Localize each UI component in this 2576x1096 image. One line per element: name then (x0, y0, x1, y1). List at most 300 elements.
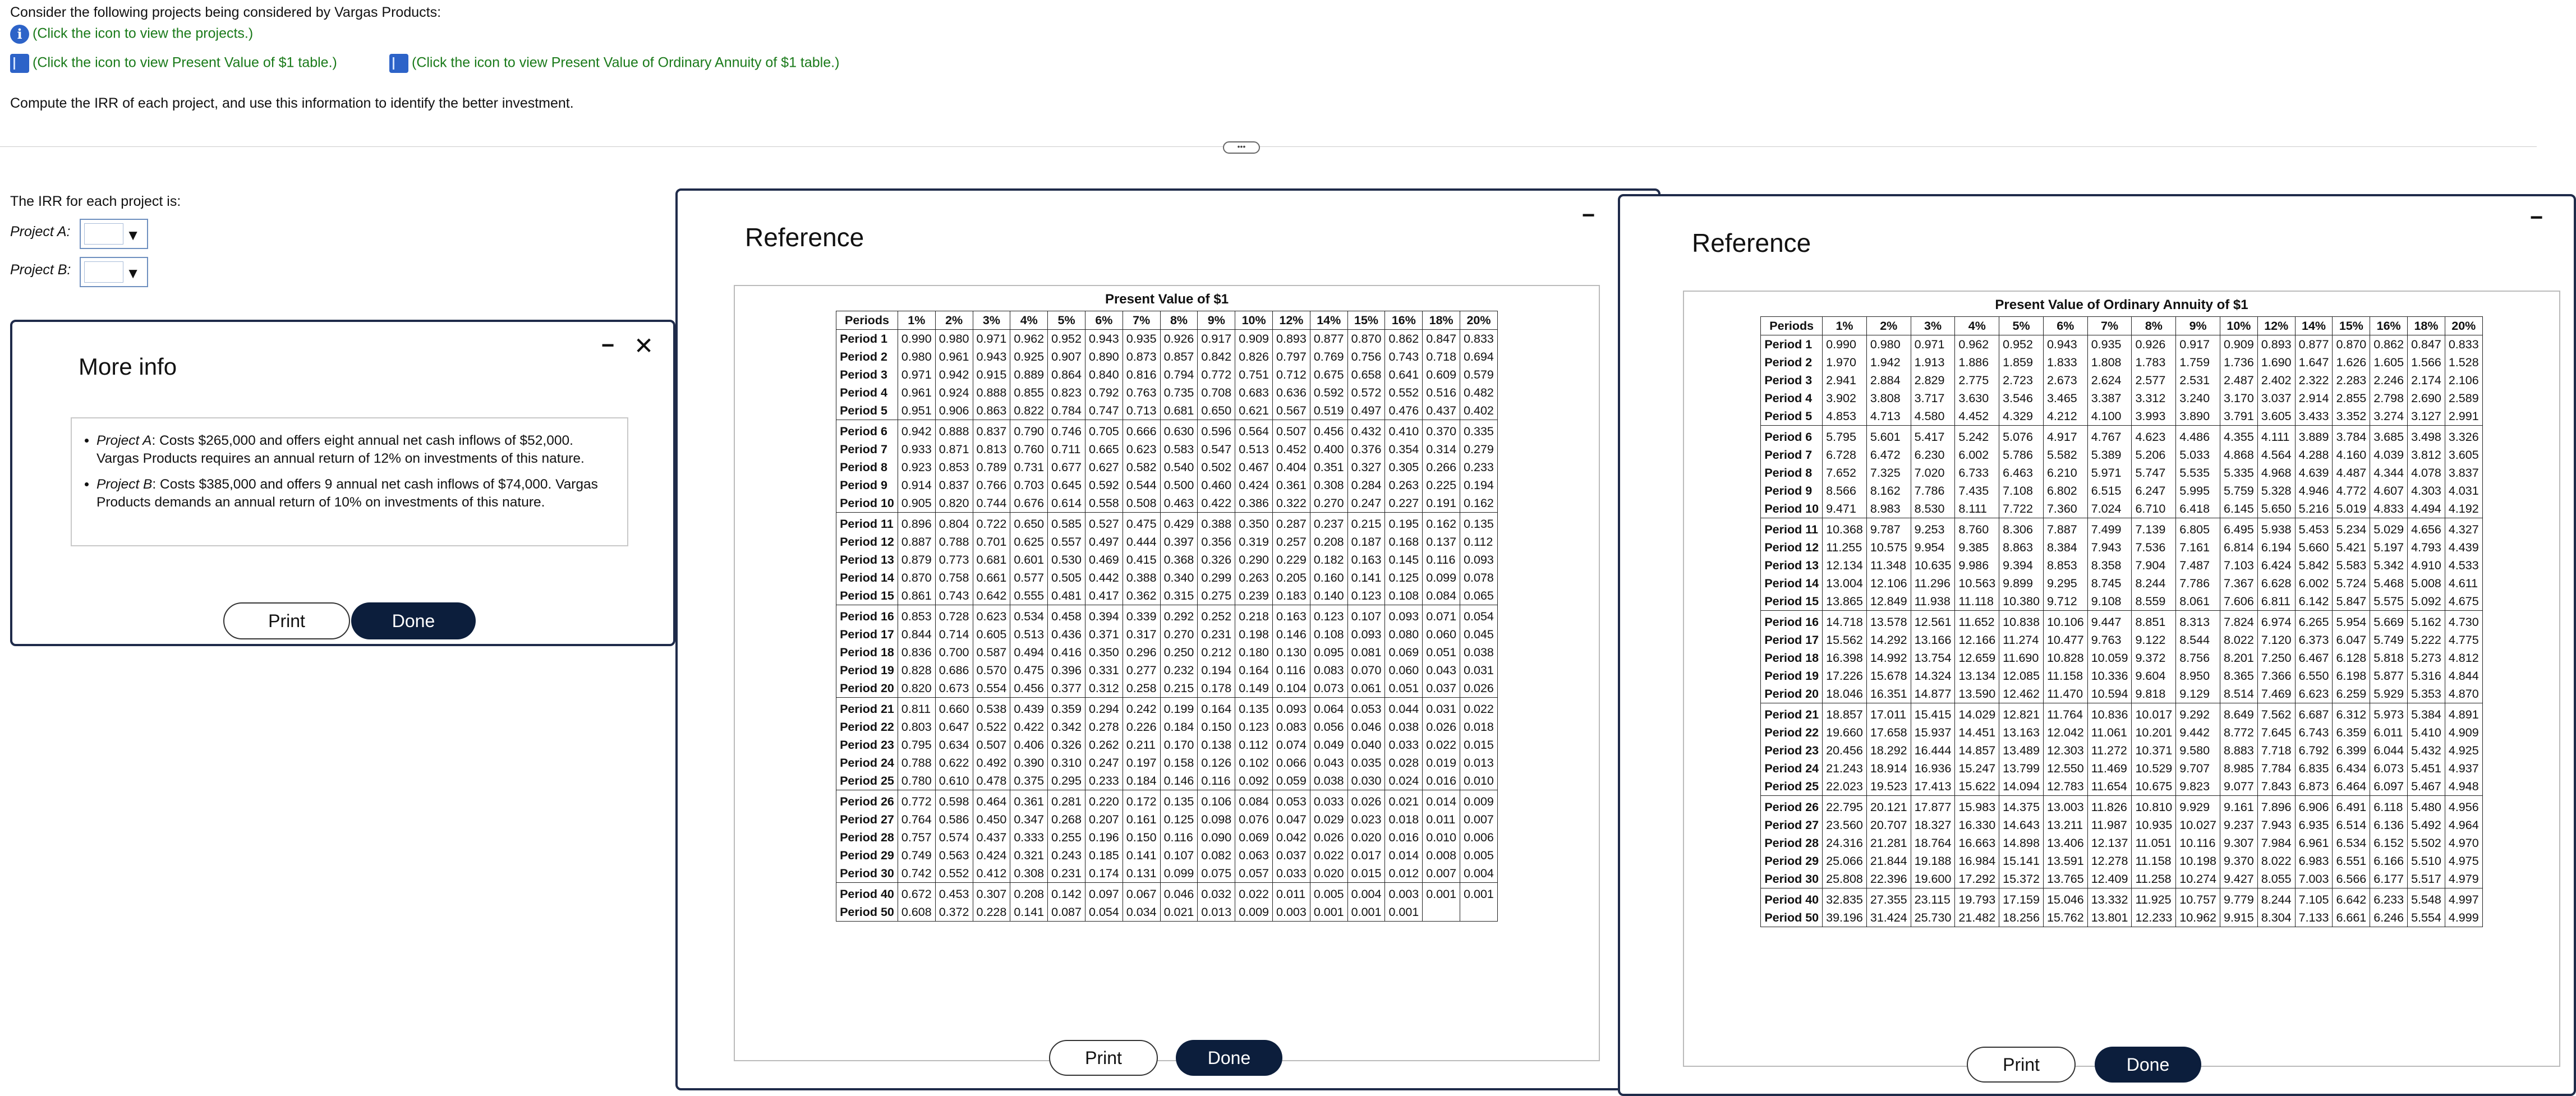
table-cell: 0.971 (1911, 335, 1955, 354)
table-cell: 0.400 (1310, 440, 1347, 458)
table-cell: 5.242 (1955, 426, 1999, 446)
table-cell: 0.215 (1160, 679, 1198, 698)
table-cell: 6.142 (2295, 592, 2333, 611)
table-cell: 12.085 (1999, 667, 2044, 685)
table-cell: 0.789 (973, 458, 1010, 476)
table-cell: 0.823 (1048, 384, 1085, 402)
table-cell: 7.360 (2043, 500, 2087, 518)
table-cell: 0.943 (973, 348, 1010, 366)
table-cell: 4.844 (2445, 667, 2482, 685)
table-cell: 0.877 (2295, 335, 2333, 354)
table-cell: 9.986 (1955, 556, 1999, 574)
period-label: Period 5 (1761, 407, 1823, 426)
table-cell: 4.494 (2408, 500, 2445, 518)
table-cell: 0.971 (973, 330, 1010, 348)
table-cell: 10.635 (1911, 556, 1955, 574)
table-cell: 0.095 (1310, 643, 1347, 661)
table-row (1761, 834, 2482, 852)
table-cell: 0.049 (1310, 736, 1347, 754)
table-cell: 9.427 (2220, 870, 2258, 888)
table-cell: 6.974 (2257, 611, 2295, 632)
table-cell: 0.811 (898, 698, 935, 719)
period-label: Period 23 (836, 736, 898, 754)
table-cell: 4.327 (2445, 518, 2482, 539)
table-cell: 0.370 (1423, 420, 1460, 441)
table-cell: 0.083 (1310, 661, 1347, 679)
table-cell: 2.884 (1866, 371, 1911, 389)
table-cell: 0.299 (1198, 569, 1235, 587)
table-cell: 6.198 (2333, 667, 2370, 685)
book-icon[interactable] (10, 54, 29, 73)
table-cell: 18.046 (1823, 685, 1867, 703)
table-cell: 0.339 (1123, 605, 1160, 626)
table-cell: 5.197 (2370, 538, 2408, 556)
table-row (836, 458, 1498, 476)
table-cell: 13.799 (1999, 759, 2044, 777)
table-cell: 0.623 (1123, 440, 1160, 458)
table-row (836, 754, 1498, 772)
table-cell: 4.611 (2445, 574, 2482, 592)
table-cell: 0.312 (1085, 679, 1123, 698)
table-cell: 0.890 (1085, 348, 1123, 366)
table-row (1761, 426, 2482, 446)
project-b-irr-value[interactable] (84, 261, 123, 283)
table-row (1761, 909, 2482, 927)
projects-link-text[interactable]: (Click the icon to view the projects.) (33, 25, 254, 42)
table-row (836, 605, 1498, 626)
table-cell: 3.037 (2257, 389, 2295, 407)
table-cell: 0.208 (1310, 533, 1347, 551)
table-cell: 7.003 (2295, 870, 2333, 888)
column-header: 1% (898, 311, 935, 330)
table-cell: 9.712 (2043, 592, 2087, 611)
table-cell: 0.063 (1235, 846, 1273, 864)
table-cell: 0.001 (1460, 883, 1498, 904)
table-cell: 11.158 (2132, 852, 2176, 870)
table-cell: 2.723 (1999, 371, 2044, 389)
table-cell: 0.263 (1385, 476, 1423, 494)
table-cell: 3.890 (2176, 407, 2220, 426)
done-button[interactable]: Done (351, 602, 476, 639)
table-cell: 4.303 (2408, 482, 2445, 500)
table-cell: 1.913 (1911, 353, 1955, 371)
table-cell: 11.938 (1911, 592, 1955, 611)
table-cell: 4.979 (2445, 870, 2482, 888)
table-row (836, 811, 1498, 828)
table-cell: 6.047 (2333, 631, 2370, 649)
table-row (836, 533, 1498, 551)
table-cell: 5.795 (1823, 426, 1867, 446)
table-cell: 10.198 (2176, 852, 2220, 870)
table-cell: 3.808 (1866, 389, 1911, 407)
question-intro: Consider the following projects being considered by Vargas Products: (10, 4, 441, 20)
done-button[interactable]: Done (2095, 1047, 2201, 1083)
table-cell: 3.274 (2370, 407, 2408, 426)
table-cell: 0.160 (1310, 569, 1347, 587)
table-cell: 0.764 (898, 811, 935, 828)
table-cell: 0.980 (1866, 335, 1911, 354)
table-cell: 0.417 (1085, 587, 1123, 605)
table-cell: 0.951 (898, 402, 935, 420)
table-cell: 6.935 (2295, 816, 2333, 834)
table-cell: 14.375 (1999, 796, 2044, 817)
table-cell: 4.533 (2445, 556, 2482, 574)
table-cell: 0.195 (1385, 513, 1423, 533)
table-cell: 0.567 (1273, 402, 1310, 420)
table-cell: 16.444 (1911, 742, 1955, 759)
table-cell: 0.076 (1235, 811, 1273, 828)
table-cell: 0.502 (1198, 458, 1235, 476)
table-cell: 22.023 (1823, 777, 1867, 796)
table-cell: 0.278 (1085, 718, 1123, 736)
table-cell: 0.333 (1010, 828, 1048, 846)
table-cell: 0.410 (1385, 420, 1423, 441)
info-icon[interactable]: i (10, 25, 29, 44)
table-cell: 2.855 (2333, 389, 2370, 407)
table-cell: 5.273 (2408, 649, 2445, 667)
table-cell: 4.999 (2445, 909, 2482, 927)
table-cell: 5.601 (1866, 426, 1911, 446)
pv1-link[interactable] (10, 54, 337, 73)
table-cell: 2.322 (2295, 371, 2333, 389)
table-row (1761, 816, 2482, 834)
table-cell: 6.312 (2333, 703, 2370, 724)
table-cell: 0.507 (973, 736, 1010, 754)
table-cell: 0.394 (1085, 605, 1123, 626)
table-cell: 13.134 (1955, 667, 1999, 685)
table-cell: 4.853 (1823, 407, 1867, 426)
table-row (1761, 667, 2482, 685)
table-cell: 4.580 (1911, 407, 1955, 426)
table-cell: 5.818 (2370, 649, 2408, 667)
table-cell: 4.775 (2445, 631, 2482, 649)
table-cell: 6.259 (2333, 685, 2370, 703)
table-cell: 5.759 (2220, 482, 2258, 500)
table-cell: 13.211 (2043, 816, 2087, 834)
period-label: Period 13 (836, 551, 898, 569)
print-button[interactable]: Print (223, 602, 350, 639)
table-cell: 1.859 (1999, 353, 2044, 371)
table-cell: 0.354 (1385, 440, 1423, 458)
table-cell: 8.358 (2087, 556, 2132, 574)
table-cell: 0.766 (973, 476, 1010, 494)
table-cell: 6.814 (2220, 538, 2258, 556)
table-cell: 0.412 (973, 864, 1010, 883)
done-button[interactable]: Done (1176, 1040, 1282, 1076)
table-cell: 4.639 (2295, 464, 2333, 482)
table-cell: 0.123 (1235, 718, 1273, 736)
table-cell: 0.893 (2257, 335, 2295, 354)
table-cell: 6.145 (2220, 500, 2258, 518)
table-cell: 0.141 (1123, 846, 1160, 864)
project-b-irr-select[interactable] (80, 257, 148, 287)
table-cell: 10.828 (2043, 649, 2087, 667)
table-cell: 0.170 (1160, 736, 1198, 754)
table-cell: 0.035 (1347, 754, 1385, 772)
table-cell: 0.351 (1310, 458, 1347, 476)
table-cell: 6.642 (2333, 888, 2370, 909)
table-cell: 4.946 (2295, 482, 2333, 500)
period-label: Period 30 (836, 864, 898, 883)
table-cell: 6.194 (2257, 538, 2295, 556)
table-cell: 0.071 (1423, 605, 1460, 626)
table-cell: 0.368 (1160, 551, 1198, 569)
table-cell: 9.372 (2132, 649, 2176, 667)
period-label: Period 12 (836, 533, 898, 551)
table-cell: 11.652 (1955, 611, 1999, 632)
table-cell: 0.555 (1010, 587, 1048, 605)
period-label: Period 1 (836, 330, 898, 348)
table-cell: 5.162 (2408, 611, 2445, 632)
table-cell: 4.355 (2220, 426, 2258, 446)
column-header: 1% (1823, 317, 1867, 335)
table-cell: 5.492 (2408, 816, 2445, 834)
pv1-link-text[interactable]: (Click the icon to view Present Value of $1 table.) (33, 54, 337, 71)
table-cell: 0.650 (1198, 402, 1235, 420)
table-cell: 0.429 (1160, 513, 1198, 533)
table-cell: 9.108 (2087, 592, 2132, 611)
table-cell: 8.760 (1955, 518, 1999, 539)
table-row (1761, 685, 2482, 703)
table-cell: 0.044 (1385, 698, 1423, 719)
table-cell: 7.887 (2043, 518, 2087, 539)
table-cell: 0.012 (1385, 864, 1423, 883)
table-cell: 0.917 (1198, 330, 1235, 348)
table-cell: 6.743 (2295, 724, 2333, 742)
table-cell: 0.194 (1198, 661, 1235, 679)
table-cell: 6.044 (2370, 742, 2408, 759)
period-label: Period 3 (836, 366, 898, 384)
table-cell: 8.756 (2176, 649, 2220, 667)
minimize-icon[interactable]: − (1582, 203, 1595, 228)
table-cell: 0.943 (1085, 330, 1123, 348)
table-cell: 0.150 (1198, 718, 1235, 736)
table-cell: 0.107 (1347, 605, 1385, 626)
table-cell: 21.482 (1955, 909, 1999, 927)
table-cell: 6.118 (2370, 796, 2408, 817)
table-cell: 0.108 (1310, 625, 1347, 643)
table-cell: 7.606 (2220, 592, 2258, 611)
table-cell: 7.139 (2132, 518, 2176, 539)
table-cell: 1.783 (2132, 353, 2176, 371)
table-cell: 0.138 (1198, 736, 1235, 754)
column-header: 5% (1048, 311, 1085, 330)
book-icon[interactable] (389, 54, 408, 73)
table-cell: 3.717 (1911, 389, 1955, 407)
table-cell: 0.295 (1048, 772, 1085, 790)
print-button[interactable]: Print (1967, 1047, 2076, 1083)
table-cell: 0.582 (1123, 458, 1160, 476)
table-cell: 15.622 (1955, 777, 1999, 796)
table-cell: 5.971 (2087, 464, 2132, 482)
table-cell: 4.078 (2408, 464, 2445, 482)
period-label: Period 25 (1761, 777, 1823, 796)
table-cell: 0.004 (1347, 883, 1385, 904)
table-cell: 0.040 (1347, 736, 1385, 754)
table-cell: 0.650 (1010, 513, 1048, 533)
resize-grip-icon[interactable]: ••• (1223, 141, 1260, 154)
more-info-dialog (10, 320, 675, 646)
table-cell: 7.120 (2257, 631, 2295, 649)
table-row (1761, 482, 2482, 500)
table-cell: 4.607 (2370, 482, 2408, 500)
table-cell: 0.905 (898, 494, 935, 513)
table-cell: 0.033 (1273, 864, 1310, 883)
table-cell: 3.685 (2370, 426, 2408, 446)
table-cell: 0.011 (1423, 811, 1460, 828)
period-label: Period 16 (836, 605, 898, 626)
table-cell: 0.863 (973, 402, 1010, 420)
table-cell: 12.303 (2043, 742, 2087, 759)
period-label: Period 7 (1761, 446, 1823, 464)
table-cell: 0.207 (1085, 811, 1123, 828)
period-label: Period 10 (1761, 500, 1823, 518)
table-cell: 18.914 (1866, 759, 1911, 777)
table-cell: 0.225 (1423, 476, 1460, 494)
dropdown-arrow-icon[interactable]: ▼ (126, 265, 140, 282)
table-cell: 4.937 (2445, 759, 2482, 777)
table-cell: 15.141 (1999, 852, 2044, 870)
more-info-box (71, 417, 628, 546)
table-cell: 1.528 (2445, 353, 2482, 371)
table-cell: 1.605 (2370, 353, 2408, 371)
minimize-icon[interactable]: − (601, 333, 615, 358)
table-cell: 6.434 (2333, 759, 2370, 777)
table-cell: 0.090 (1198, 828, 1235, 846)
period-label: Period 2 (836, 348, 898, 366)
pva-link[interactable] (389, 54, 839, 73)
table-cell: 0.019 (1423, 754, 1460, 772)
table-cell: 4.031 (2445, 482, 2482, 500)
table-cell: 10.368 (1823, 518, 1867, 539)
minimize-icon[interactable]: − (2530, 205, 2543, 230)
table-cell: 0.184 (1160, 718, 1198, 736)
print-button[interactable]: Print (1049, 1040, 1158, 1076)
project-a-irr-select[interactable] (80, 219, 148, 249)
table-cell: 0.608 (898, 903, 935, 922)
table-cell: 10.810 (2132, 796, 2176, 817)
project-a-irr-value[interactable] (84, 223, 123, 245)
column-header: 3% (1911, 317, 1955, 335)
table-cell: 1.808 (2087, 353, 2132, 371)
pva-link-text[interactable]: (Click the icon to view Present Value of Ordinary Annuity of $1 table.) (412, 54, 840, 71)
more-info-title: More info (79, 353, 177, 380)
table-cell: 6.097 (2370, 777, 2408, 796)
table-cell: 0.097 (1085, 883, 1123, 904)
table-cell: 0.458 (1048, 605, 1085, 626)
table-cell: 14.029 (1955, 703, 1999, 724)
table-cell: 2.487 (2220, 371, 2258, 389)
table-cell: 7.499 (2087, 518, 2132, 539)
table-cell: 0.125 (1160, 811, 1198, 828)
table-cell: 0.093 (1385, 605, 1423, 626)
table-cell: 0.043 (1310, 754, 1347, 772)
table-cell: 5.877 (2370, 667, 2408, 685)
table-cell: 5.335 (2220, 464, 2258, 482)
table-cell: 0.705 (1085, 420, 1123, 441)
table-cell: 8.985 (2220, 759, 2258, 777)
table-cell: 0.870 (898, 569, 935, 587)
table-cell: 4.656 (2408, 518, 2445, 539)
table-cell: 0.003 (1385, 883, 1423, 904)
table-row (836, 569, 1498, 587)
table-cell: 0.952 (1999, 335, 2044, 354)
table-cell: 0.250 (1160, 643, 1198, 661)
table-cell: 0.010 (1460, 772, 1498, 790)
table-cell: 4.288 (2295, 446, 2333, 464)
table-cell: 0.870 (1347, 330, 1385, 348)
table-cell: 23.560 (1823, 816, 1867, 834)
table-cell: 0.722 (973, 513, 1010, 533)
table-cell: 0.926 (2132, 335, 2176, 354)
table-cell: 0.544 (1123, 476, 1160, 494)
table-cell: 0.909 (2220, 335, 2258, 354)
table-cell: 9.253 (1911, 518, 1955, 539)
table-cell: 0.327 (1347, 458, 1385, 476)
period-label: Period 7 (836, 440, 898, 458)
table-cell: 12.783 (2043, 777, 2087, 796)
table-cell: 1.759 (2176, 353, 2220, 371)
table-cell: 15.983 (1955, 796, 1999, 817)
table-cell: 8.559 (2132, 592, 2176, 611)
table-cell: 2.941 (1823, 371, 1867, 389)
table-cell: 0.180 (1235, 643, 1273, 661)
table-cell: 7.108 (1999, 482, 2044, 500)
table-cell: 0.404 (1273, 458, 1310, 476)
close-icon[interactable]: ✕ (634, 333, 654, 359)
table-cell: 6.687 (2295, 703, 2333, 724)
table-cell: 0.622 (935, 754, 973, 772)
table-cell: 0.026 (1423, 718, 1460, 736)
table-cell: 0.196 (1085, 828, 1123, 846)
table-cell: 0.031 (1423, 698, 1460, 719)
table-cell: 4.212 (2043, 407, 2087, 426)
table-cell: 4.910 (2408, 556, 2445, 574)
table-cell: 0.317 (1123, 625, 1160, 643)
table-cell: 0.828 (898, 661, 935, 679)
table-row (836, 587, 1498, 605)
table-cell: 18.256 (1999, 909, 2044, 927)
table-cell: 0.359 (1048, 698, 1085, 719)
table-cell: 0.232 (1160, 661, 1198, 679)
table-row (1761, 371, 2482, 389)
table-cell: 11.061 (2087, 724, 2132, 742)
table-cell: 5.417 (1911, 426, 1955, 446)
table-cell: 0.961 (898, 384, 935, 402)
table-cell: 0.043 (1423, 661, 1460, 679)
table-cell: 5.582 (2043, 446, 2087, 464)
table-cell: 0.014 (1423, 790, 1460, 811)
projects-link[interactable] (10, 25, 253, 44)
table-cell: 3.902 (1823, 389, 1867, 407)
table-cell: 5.410 (2408, 724, 2445, 742)
table-cell: 0.182 (1310, 551, 1347, 569)
table-cell (1423, 903, 1460, 922)
column-header: 16% (2370, 317, 2408, 335)
table-cell: 0.564 (1235, 420, 1273, 441)
table-cell: 0.769 (1310, 348, 1347, 366)
dropdown-arrow-icon[interactable]: ▼ (126, 227, 140, 243)
table-cell: 11.272 (2087, 742, 2132, 759)
table-cell: 0.554 (973, 679, 1010, 698)
project-a-label: Project A: (10, 224, 71, 240)
table-cell: 0.422 (1198, 494, 1235, 513)
table-cell: 0.310 (1048, 754, 1085, 772)
table-cell: 0.924 (935, 384, 973, 402)
table-row (1761, 574, 2482, 592)
table-cell: 10.563 (1955, 574, 1999, 592)
table-cell: 0.634 (935, 736, 973, 754)
